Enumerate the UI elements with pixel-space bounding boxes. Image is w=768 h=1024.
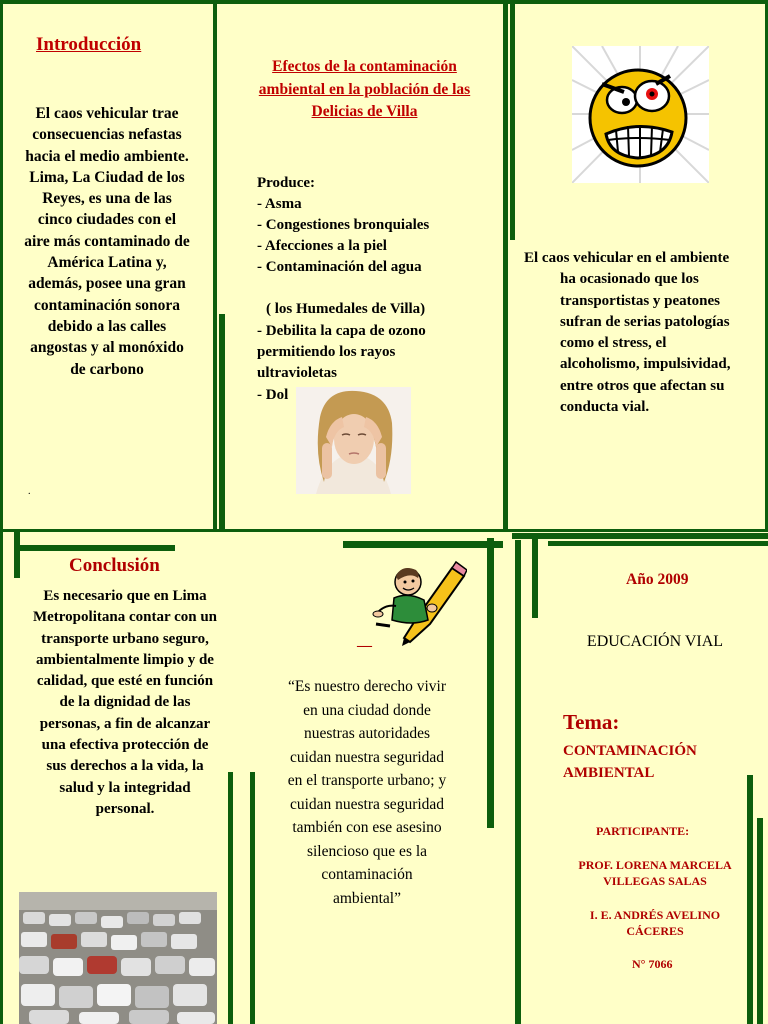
- right-top-body: [524, 248, 734, 418]
- pencil-cartoon-illustration: [372, 558, 467, 646]
- headache-photo: [296, 387, 411, 494]
- border-left-top: [0, 0, 3, 532]
- deco-bar-6: [487, 538, 494, 828]
- deco-bar-2: [20, 545, 175, 551]
- traffic-photo: [19, 892, 217, 1024]
- cover-number: N° 7066: [632, 957, 673, 971]
- effects-item: - Contaminación del agua: [257, 259, 422, 275]
- effects-item: - Afecciones a la piel: [257, 238, 387, 254]
- cover-year: Año 2009: [626, 571, 689, 588]
- deco-bar-12: [757, 818, 763, 1024]
- intro-title: Introducción: [36, 34, 142, 55]
- border-left-bottom: [0, 532, 3, 1024]
- stressed-face-illustration: [572, 46, 709, 183]
- conclusion-body: Es necesario que en Lima Metropolitana contar con un transporte urbano seguro, ambientalmente limpio y de calidad, que esté en función de la dignidad de las personas, a fin de alcanzar una efectiva protección de sus derechos a la vida, la salud y la integridad personal.: [32, 588, 218, 817]
- deco-bar-11: [747, 775, 753, 1024]
- quote-text: “Es nuestro derecho vivir en una ciudad donde nuestras autoridades cuidan nuestra seguridad en el transporte urbano; y cuidan nuestra seguridad también con ese asesino silencioso que es la contaminación ambiental”: [287, 678, 447, 907]
- effects-item: - Dol: [257, 387, 289, 403]
- effects-title: Efectos de la contaminación ambiental en la población de las Delicias de Villa: [258, 58, 471, 120]
- effects-item: - Asma: [257, 196, 302, 212]
- intro-dot: .: [28, 486, 31, 497]
- right-top-body-text: El caos vehicular en el ambiente ha ocasionado que los transportistas y peatones sufran de serias patologías como el stress, el alcoholismo, impulsividad, entre otros que afectan su conducta vial.: [524, 250, 731, 416]
- cover-participant: PROF. LORENA MARCELA VILLEGAS SALAS: [578, 858, 732, 888]
- deco-bar-9: [532, 533, 538, 618]
- cover-course: EDUCACIÓN VIAL: [586, 633, 724, 650]
- divider-horizontal: [0, 529, 768, 532]
- divider-top-2a: [503, 0, 508, 532]
- cover-tema-label: Tema:: [563, 710, 620, 734]
- border-top: [0, 0, 768, 4]
- deco-bar-5: [343, 541, 503, 548]
- deco-bar-1: [14, 532, 20, 578]
- deco-bar-8: [515, 540, 521, 1024]
- deco-bar-4: [250, 772, 255, 1024]
- effects-item: - Debilita la capa de ozono permitiendo los rayos ultravioletas: [257, 323, 426, 381]
- effects-item: ( los Humedales de Villa): [266, 301, 426, 317]
- deco-bar-10: [548, 541, 768, 546]
- divider-top-2b: [510, 0, 515, 240]
- divider-top-1a: [213, 0, 217, 532]
- cover-tema: CONTAMINACIÓN AMBIENTAL: [563, 743, 697, 781]
- intro-body: El caos vehicular trae consecuencias nefastas hacia el medio ambiente. Lima, La Ciudad de los Reyes, es una de las cinco ciudades con el aire más contaminado de América Latina y, además, posee una gran contaminación sonora debido a las calles angostas y al monóxido de carbono: [24, 105, 190, 378]
- cover-school: I. E. ANDRÉS AVELINO CÁCERES: [589, 908, 721, 938]
- deco-bar-3: [228, 772, 233, 1024]
- conclusion-title: Conclusión: [69, 555, 160, 576]
- effects-item: - Congestiones bronquiales: [257, 217, 430, 233]
- cover-participant-label: PARTICIPANTE:: [596, 824, 690, 838]
- deco-bar-7: [512, 533, 768, 539]
- quote-dash: —: [357, 638, 372, 654]
- divider-top-1b: [219, 314, 225, 532]
- effects-produce-label: Produce:: [257, 175, 316, 191]
